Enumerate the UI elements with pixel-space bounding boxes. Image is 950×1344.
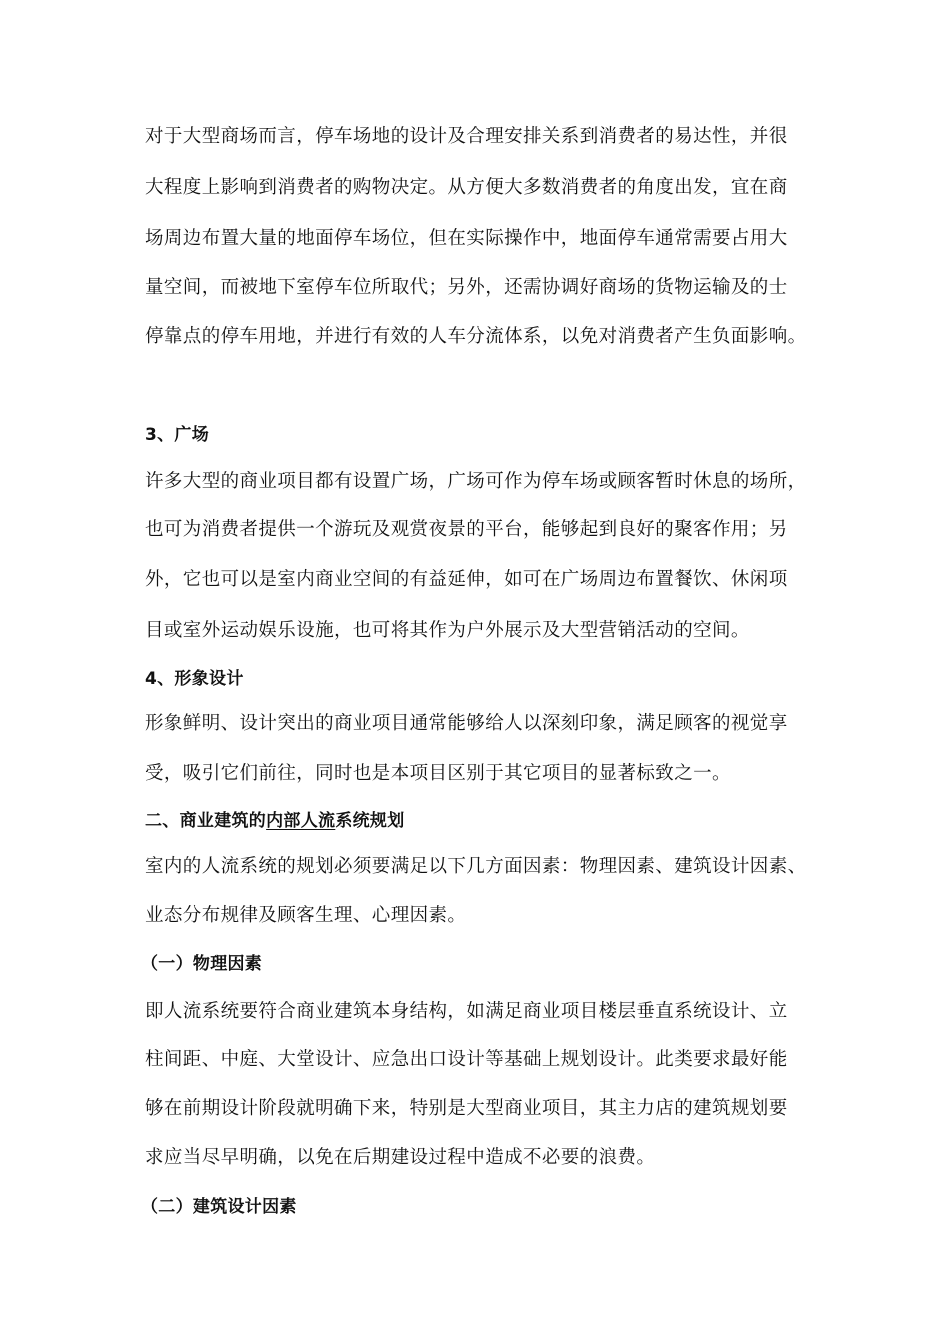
section-heading-plaza: 3、广场 bbox=[145, 425, 210, 445]
section-heading-internal-flow bbox=[145, 809, 405, 833]
paragraph-line: 够在前期设计阶段就明确下来，特别是大型商业项目，其主力店的建筑规划要 bbox=[145, 1098, 788, 1119]
paragraph-line: 室内的人流系统的规划必须要满足以下几方面因素：物理因素、建筑设计因素、 bbox=[145, 856, 807, 877]
paragraph-line: 形象鲜明、设计突出的商业项目通常能够给人以深刻印象，满足顾客的视觉享 bbox=[145, 713, 788, 734]
paragraph-line: 业态分布规律及顾客生理、心理因素。 bbox=[145, 905, 467, 926]
paragraph-line: 目或室外运动娱乐设施，也可将其作为户外展示及大型营销活动的空间。 bbox=[145, 620, 750, 641]
paragraph-line: 对于大型商场而言，停车场地的设计及合理安排关系到消费者的易达性，并很 bbox=[145, 126, 788, 147]
paragraph-line: 外，它也可以是室内商业空间的有益延伸，如可在广场周边布置餐饮、休闲项 bbox=[145, 569, 788, 590]
heading-underlined-term: 内部人流 bbox=[266, 811, 336, 831]
paragraph-line: 量空间，而被地下室停车位所取代；另外，还需协调好商场的货物运输及的士 bbox=[145, 277, 788, 298]
paragraph-line: 受，吸引它们前往，同时也是本项目区别于其它项目的显著标致之一。 bbox=[145, 763, 731, 784]
paragraph-line: 停靠点的停车用地，并进行有效的人车分流体系，以免对消费者产生负面影响。 bbox=[145, 326, 807, 347]
subsection-heading-physical: （一）物理因素 bbox=[141, 954, 263, 974]
paragraph-line: 许多大型的商业项目都有设置广场，广场可作为停车场或顾客暂时休息的场所， bbox=[145, 471, 807, 492]
heading-suffix: 系统规划 bbox=[335, 811, 405, 831]
paragraph-line: 即人流系统要符合商业建筑本身结构，如满足商业项目楼层垂直系统设计、立 bbox=[145, 1001, 788, 1022]
heading-prefix: 二、商业建筑的 bbox=[145, 811, 267, 831]
paragraph-line: 大程度上影响到消费者的购物决定。从方便大多数消费者的角度出发，宜在商 bbox=[145, 177, 788, 198]
section-heading-image-design: 4、形象设计 bbox=[145, 669, 244, 689]
paragraph-line: 场周边布置大量的地面停车场位，但在实际操作中，地面停车通常需要占用大 bbox=[145, 228, 788, 249]
paragraph-line: 也可为消费者提供一个游玩及观赏夜景的平台，能够起到良好的聚客作用；另 bbox=[145, 519, 788, 540]
paragraph-line: 求应当尽早明确，以免在后期建设过程中造成不必要的浪费。 bbox=[145, 1147, 656, 1168]
subsection-heading-architectural: （二）建筑设计因素 bbox=[141, 1197, 297, 1217]
paragraph-line: 柱间距、中庭、大堂设计、应急出口设计等基础上规划设计。此类要求最好能 bbox=[145, 1049, 788, 1070]
